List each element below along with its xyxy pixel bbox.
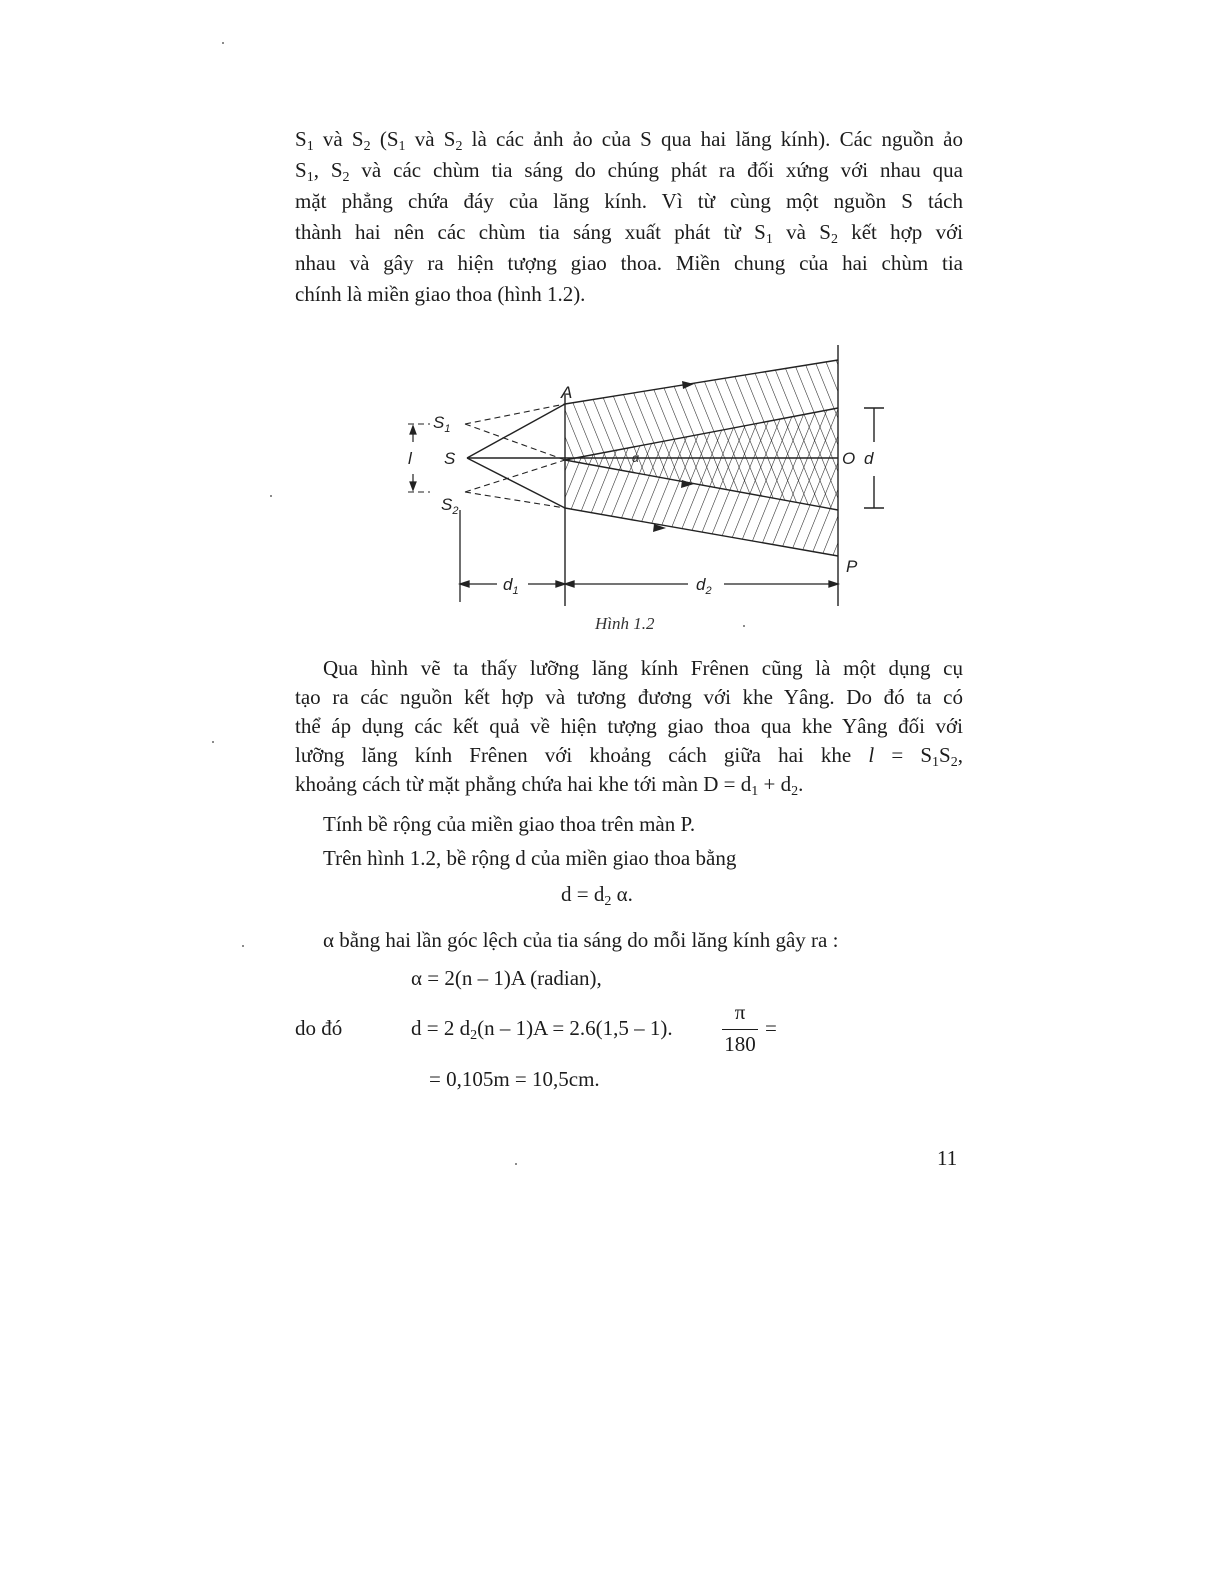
fraction-denominator: 180 (724, 1032, 756, 1056)
label-s1: $S_1$ (433, 413, 451, 435)
scan-speck (222, 42, 224, 44)
label-s: S (444, 449, 456, 468)
scan-speck (515, 1163, 517, 1165)
scan-speck (242, 945, 244, 947)
text-line: thành hai nên các chùm tia sáng xuất phát từ $S_1$ và $S_2$ kết hợp với (295, 220, 964, 247)
text-line: thể áp dụng các kết quả về hiện tượng giao thoa qua khe Yâng đối với (295, 714, 963, 738)
fraction-bar (722, 1029, 758, 1030)
equation-alpha: α = 2(n – 1)A (radian), (411, 966, 602, 990)
figure-caption: Hình 1.2 (595, 614, 655, 633)
page-number: 11 (937, 1146, 958, 1170)
label-s2: $S_2$ (441, 495, 459, 517)
text-line: mặt phẳng chứa đáy của lăng kính. Vì từ cùng một nguồn S tách (295, 189, 963, 213)
text-line: nhau và gây ra hiện tượng giao thoa. Miền chung của hai chùm tia (295, 251, 963, 275)
text-line: khoảng cách từ mặt phẳng chứa hai khe tới màn $D = d_1 + d_2$. (295, 772, 804, 799)
virtual-source-lines (408, 404, 565, 508)
text-line: $S_1$, $S_2$ và các chùm tia sáng do chúng phát ra đối xứng với nhau qua (295, 158, 963, 185)
text-line: α bằng hai lần góc lệch của tia sáng do mỗi lăng kính gây ra : (323, 928, 839, 952)
equation-result: = 0,105m = 10,5cm. (429, 1067, 600, 1091)
label-a: A (561, 383, 573, 402)
label-d1: $d_1$ (503, 575, 519, 597)
equation-equals: = (765, 1016, 777, 1040)
scan-speck (212, 741, 214, 743)
label-o: O (842, 449, 856, 468)
scan-speck (743, 625, 745, 627)
label-p: P (846, 557, 858, 576)
text-line: Qua hình vẽ ta thấy lưỡng lăng kính Frênen cũng là một dụng cụ (323, 656, 963, 680)
paragraph-equivalence (295, 654, 963, 799)
scan-speck (270, 495, 272, 497)
text-line: tạo ra các nguồn kết hợp và tương đương với khe Yâng. Do đó ta có (295, 685, 963, 709)
problem-statement: Tính bề rộng của miền giao thoa trên màn P. (323, 812, 696, 836)
fresnel-biprism-figure (0, 0, 1225, 640)
label-d: d (864, 449, 874, 468)
equation-lead-text: do đó (295, 1016, 343, 1040)
label-l: l (408, 449, 412, 468)
equation-d-expanded: d = 2 $d_2(n - 1)A = 2.6(1,5 - 1)$. (411, 1016, 673, 1043)
text-line: chính là miền giao thoa (hình 1.2). (295, 282, 586, 306)
fraction-numerator: π (734, 1000, 746, 1024)
equation-d: $d = d_2$ α. (561, 882, 633, 909)
text-line: $S_1$ và $S_2$ ($S_1$ và $S_2$ là các ảnh ảo của S qua hai lăng kính). Các nguồn ảo (295, 127, 963, 154)
text-line: lưỡng lăng kính Frênen với khoảng cách giữa hai khe $l = S_1S_2$, (295, 743, 963, 770)
text-line: Trên hình 1.2, bề rộng d của miền giao thoa bằng (323, 846, 737, 870)
label-alpha: α (632, 451, 639, 465)
label-d2: $d_2$ (696, 575, 712, 597)
